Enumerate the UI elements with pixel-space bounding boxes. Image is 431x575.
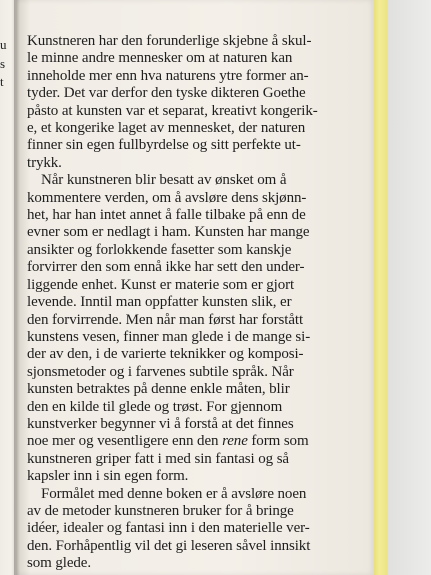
text-line: Formålet med denne boken er å avsløre noen: [41, 485, 307, 502]
text-line: den en kilde til glede og trøst. For gjennom: [27, 398, 283, 415]
text-line: le minne andre mennesker om at naturen kan: [27, 50, 293, 67]
text-line: kunstverker begynner vi å forstå at det finnes: [27, 415, 294, 432]
gutter-shadow: [14, 0, 20, 575]
margin-fragment: t: [0, 74, 4, 89]
book-cover-edge: [374, 0, 388, 575]
text-line: noe mer og vesentligere enn den rene form som: [27, 433, 309, 450]
text-line: idéer, idealer og fantasi inn i den materielle ver-: [27, 520, 310, 537]
text-line: Kunstneren har den forunderlige skjebne å skul-: [27, 33, 312, 49]
background-surface: [388, 0, 431, 575]
text-line: den. Forhåpentlig vil det gi leseren såvel innsikt: [27, 537, 311, 554]
text-line: levende. Inntil man oppfatter kunsten slik, er: [27, 294, 292, 311]
text-line: liggende enhet. Kunst er materie som er gjort: [27, 276, 295, 293]
text-line: Når kunstneren blir besatt av ønsket om å: [41, 172, 287, 189]
text-line: ansikter og forlokkende fasetter som kanskje: [27, 241, 292, 258]
text-line: der av den, i de varierte teknikker og komposi-: [27, 346, 304, 363]
text-line: den forvirrende. Men når man først har forstått: [27, 311, 304, 328]
text-line: kommentere verden, om å avsløre dens skjønn-: [27, 189, 307, 206]
text-line: inneholde mer enn hva naturens ytre former an-: [27, 67, 309, 84]
text-line: sjonsmetoder og i farvenes subtile språk. Når: [27, 363, 294, 380]
text-line: evner som er nedlagt i ham. Kunsten har mange: [27, 224, 310, 241]
text-line: tyder. Det var derfor den tyske dikteren Goethe: [27, 85, 306, 102]
text-line: kunstens vesen, finner man glede i de mange si-: [27, 328, 311, 345]
text-line: kapsler inn i sin egen form.: [27, 468, 189, 485]
text-line: kunsten betraktes på denne enkle måten, blir: [27, 381, 290, 398]
text-line: forvirrer den som ennå ikke har sett den under-: [27, 259, 305, 276]
text-line: kunstneren griper fatt i med sin fantasi og så: [27, 450, 289, 467]
text-line: e, et kongerike laget av mennesket, der naturen: [27, 120, 306, 137]
text-line: som glede.: [27, 555, 91, 572]
body-text: [27, 33, 351, 573]
margin-fragment: u: [0, 37, 7, 52]
margin-fragment: s: [0, 56, 6, 71]
text-line: av de metoder kunstneren bruker for å bringe: [27, 502, 294, 519]
text-line: finner sin egen fullbyrdelse og sitt perfekte ut-: [27, 137, 301, 154]
text-line: het, har han intet annet å falle tilbake på enn de: [27, 207, 306, 224]
text-line: påsto at kunsten var et separat, kreativt kongerik-: [27, 102, 318, 119]
text-line: trykk.: [27, 154, 62, 171]
